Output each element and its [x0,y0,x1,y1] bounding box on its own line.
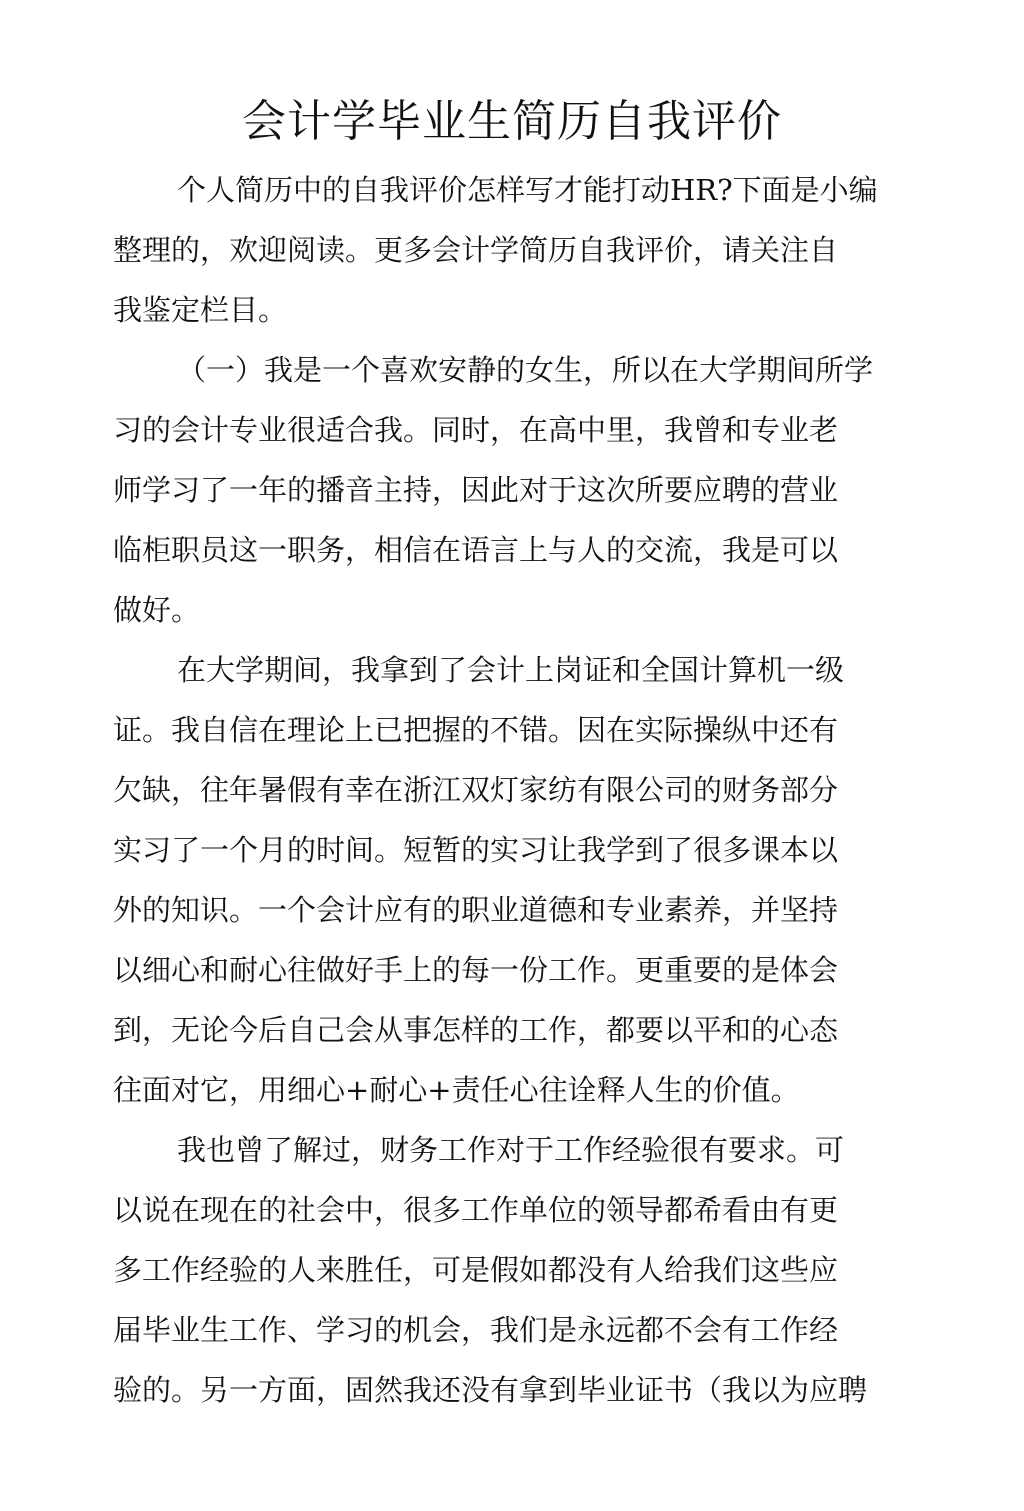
text-line: 以细心和耐心往做好手上的每一份工作。更重要的是体会 [113,953,839,987]
text-line: （一）我是一个喜欢安静的女生，所以在大学期间所学 [177,353,874,387]
text-line: 习的会计专业很适合我。同时，在高中里，我曾和专业老 [113,413,839,447]
text-line: 临柜职员这一职务，相信在语言上与人的交流，我是可以 [113,533,839,567]
paragraph-intro [113,160,883,340]
text-line: 整理的，欢迎阅读。更多会计学简历自我评价，请关注自 [113,233,839,267]
text-line: 多工作经验的人来胜任，可是假如都没有人给我们这些应 [113,1253,839,1287]
paragraph-one [113,340,883,640]
text-line: 到，无论今后自己会从事怎样的工作，都要以平和的心态 [113,1013,839,1047]
text-line: 个人简历中的自我评价怎样写才能打动HR?下面是小编 [177,173,878,207]
text-line: 我鉴定栏目。 [113,293,288,327]
text-line: 外的知识。一个会计应有的职业道德和专业素养，并坚持 [113,893,839,927]
document-body [113,160,883,1420]
paragraph-experience [113,1120,883,1420]
text-line: 证。我自信在理论上已把握的不错。因在实际操纵中还有 [113,713,839,747]
text-line: 我也曾了解过，财务工作对于工作经验很有要求。可 [177,1133,845,1167]
text-line: 在大学期间，我拿到了会计上岗证和全国计算机一级 [177,653,845,687]
text-line: 验的。另一方面，固然我还没有拿到毕业证书（我以为应聘 [113,1373,868,1407]
text-line: 届毕业生工作、学习的机会，我们是永远都不会有工作经 [113,1313,839,1347]
text-line: 实习了一个月的时间。短暂的实习让我学到了很多课本以 [113,833,839,867]
text-line: 做好。 [113,593,201,627]
paragraph-university [113,640,883,1120]
text-line: 师学习了一年的播音主持，因此对于这次所要应聘的营业 [113,473,839,507]
text-line: 往面对它，用细心+耐心+责任心往诠释人生的价值。 [113,1073,800,1107]
document-title: 会计学毕业生简历自我评价 [242,96,782,147]
text-line: 以说在现在的社会中，很多工作单位的领导都希看由有更 [113,1193,839,1227]
text-line: 欠缺，往年暑假有幸在浙江双灯家纺有限公司的财务部分 [113,773,839,807]
